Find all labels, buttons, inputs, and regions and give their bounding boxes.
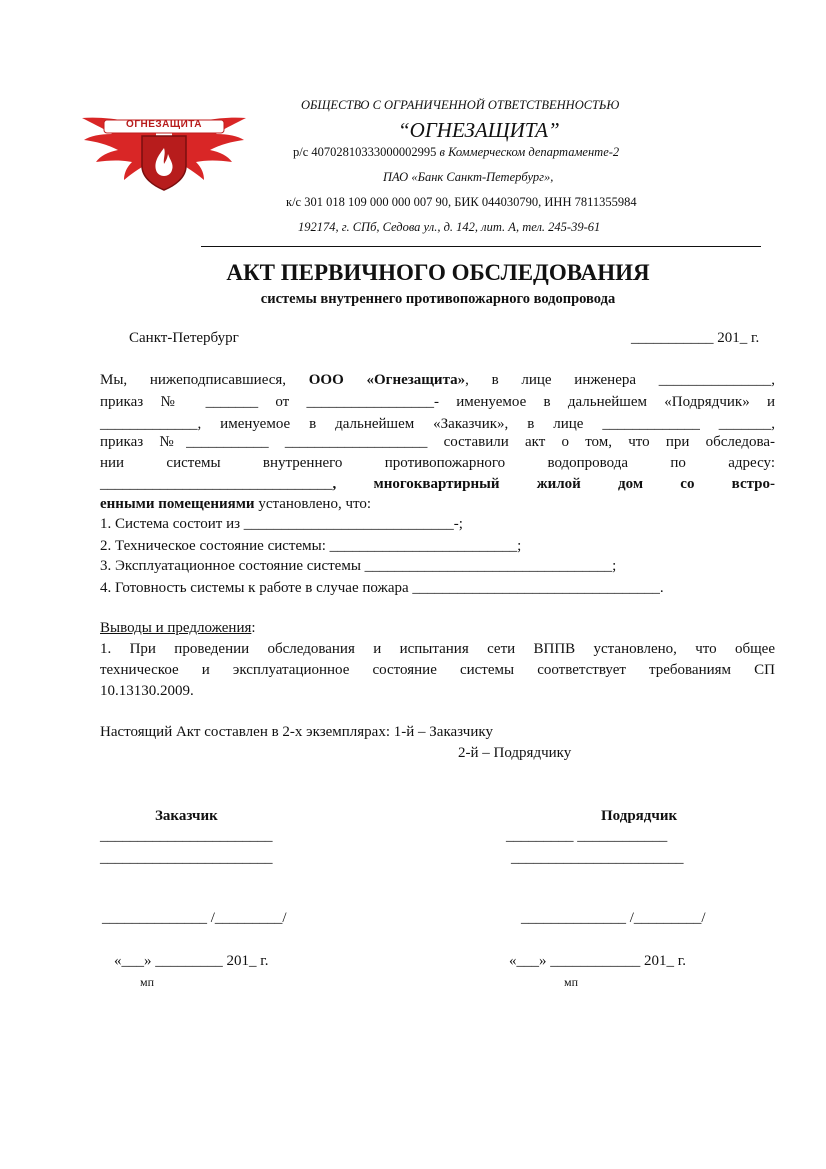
company-bold: ООО «Огнезащита» [308,372,466,388]
logo-text: ОГНЕЗАЩИТА [126,119,202,130]
document-subtitle: системы внутреннего противопожарного водопровода [260,291,616,307]
customer-stamp-label: мп [140,975,155,989]
contractor-stamp-label: мп [564,975,579,989]
address-blank: _______________________________ [100,476,333,492]
corr-account-line: к/с 301 018 109 000 000 007 90, БИК 044030790, ИНН 7811355984 [286,195,637,209]
intro-line-3: _____________, именуемое в дальнейшем «Заказчик», в лице _____________ _______, [100,416,775,432]
customer-signature-line: ______________ /_________/ [102,910,287,926]
bank-name: ПАО «Банк Санкт-Петербург», [383,170,554,184]
copies-line-2: 2-й – Подрядчику [458,745,572,761]
conclusion-line-2: техническое и эксплуатационное состояние системы соответствует требованиям СП [100,662,775,678]
conclusion-line-3: 10.13130.2009. [100,683,194,699]
building-type-cont: енными помещениями [100,496,255,512]
header-divider [201,246,761,247]
intro-line-6 [100,476,775,493]
list-item: 4. Готовность системы к работе в случае пожара _________________________________. [100,580,664,596]
intro-line-2: приказ № _______ от _________________- именуемое в дальнейшем «Подрядчик» и [100,394,775,410]
list-item: 3. Эксплуатационное состояние системы _________________________________; [100,558,617,574]
act-date: ___________ 201_ г. [631,330,760,346]
company-type: ОБЩЕСТВО С ОГРАНИЧЕННОЙ ОТВЕТСТВЕННОСТЬЮ [301,98,620,112]
list-item: 2. Техническое состояние системы: _________________________; [100,538,522,554]
intro-line-4: приказ №___________ ___________________ составили акт о том, что при обследова- [100,434,775,450]
bank-account-number: р/с 40702810333000002995 [293,145,437,159]
intro-line-7 [100,496,371,513]
contractor-label: Подрядчик [601,808,678,824]
customer-sign-date: «___» _________ 201_ г. [114,953,269,969]
customer-name-line: _______________________ [100,850,273,866]
intro-line-5: нии системы внутреннего противопожарного водопровода по адресу: [100,455,775,471]
conclusions-heading [100,620,256,637]
company-logo [78,108,250,192]
customer-name-line: _______________________ [100,828,273,844]
contractor-name-line: _________ ____________ [506,828,668,844]
contractor-sign-date: «___» ____________ 201_ г. [509,953,686,969]
document-title: АКТ ПЕРВИЧНОГО ОБСЛЕДОВАНИЯ [226,260,650,285]
conclusion-line-1: 1. При проведении обследования и испытания сети ВППВ установлено, что общее [100,641,775,657]
contractor-name-line: _______________________ [511,850,684,866]
intro-text: Мы, нижеподписавшиеся, [100,372,309,388]
building-type: , многоквартирный жилой дом со встро- [332,476,775,492]
conclusions-heading-text: Выводы и предложения [100,620,252,636]
bank-account-line [293,145,619,160]
colon: : [251,620,256,636]
bank-department: в Коммерческом департаменте-2 [436,145,620,159]
company-address: 192174, г. СПб, Седова ул., д. 142, лит. А, тел. 245-39-61 [298,220,601,234]
company-name: “ОГНЕЗАЩИТА” [398,118,560,142]
customer-label: Заказчик [155,808,218,824]
copies-line-1: Настоящий Акт составлен в 2-х экземплярах: 1-й – Заказчику [100,724,493,740]
intro-line-1 [100,372,775,389]
list-item: 1. Система состоит из ____________________________-; [100,516,463,532]
city: Санкт-Петербург [129,330,239,346]
intro-text: , в лице инженера _______________, [465,372,775,388]
intro-text: установлено, что: [254,496,372,512]
contractor-signature-line: ______________ /_________/ [521,910,706,926]
